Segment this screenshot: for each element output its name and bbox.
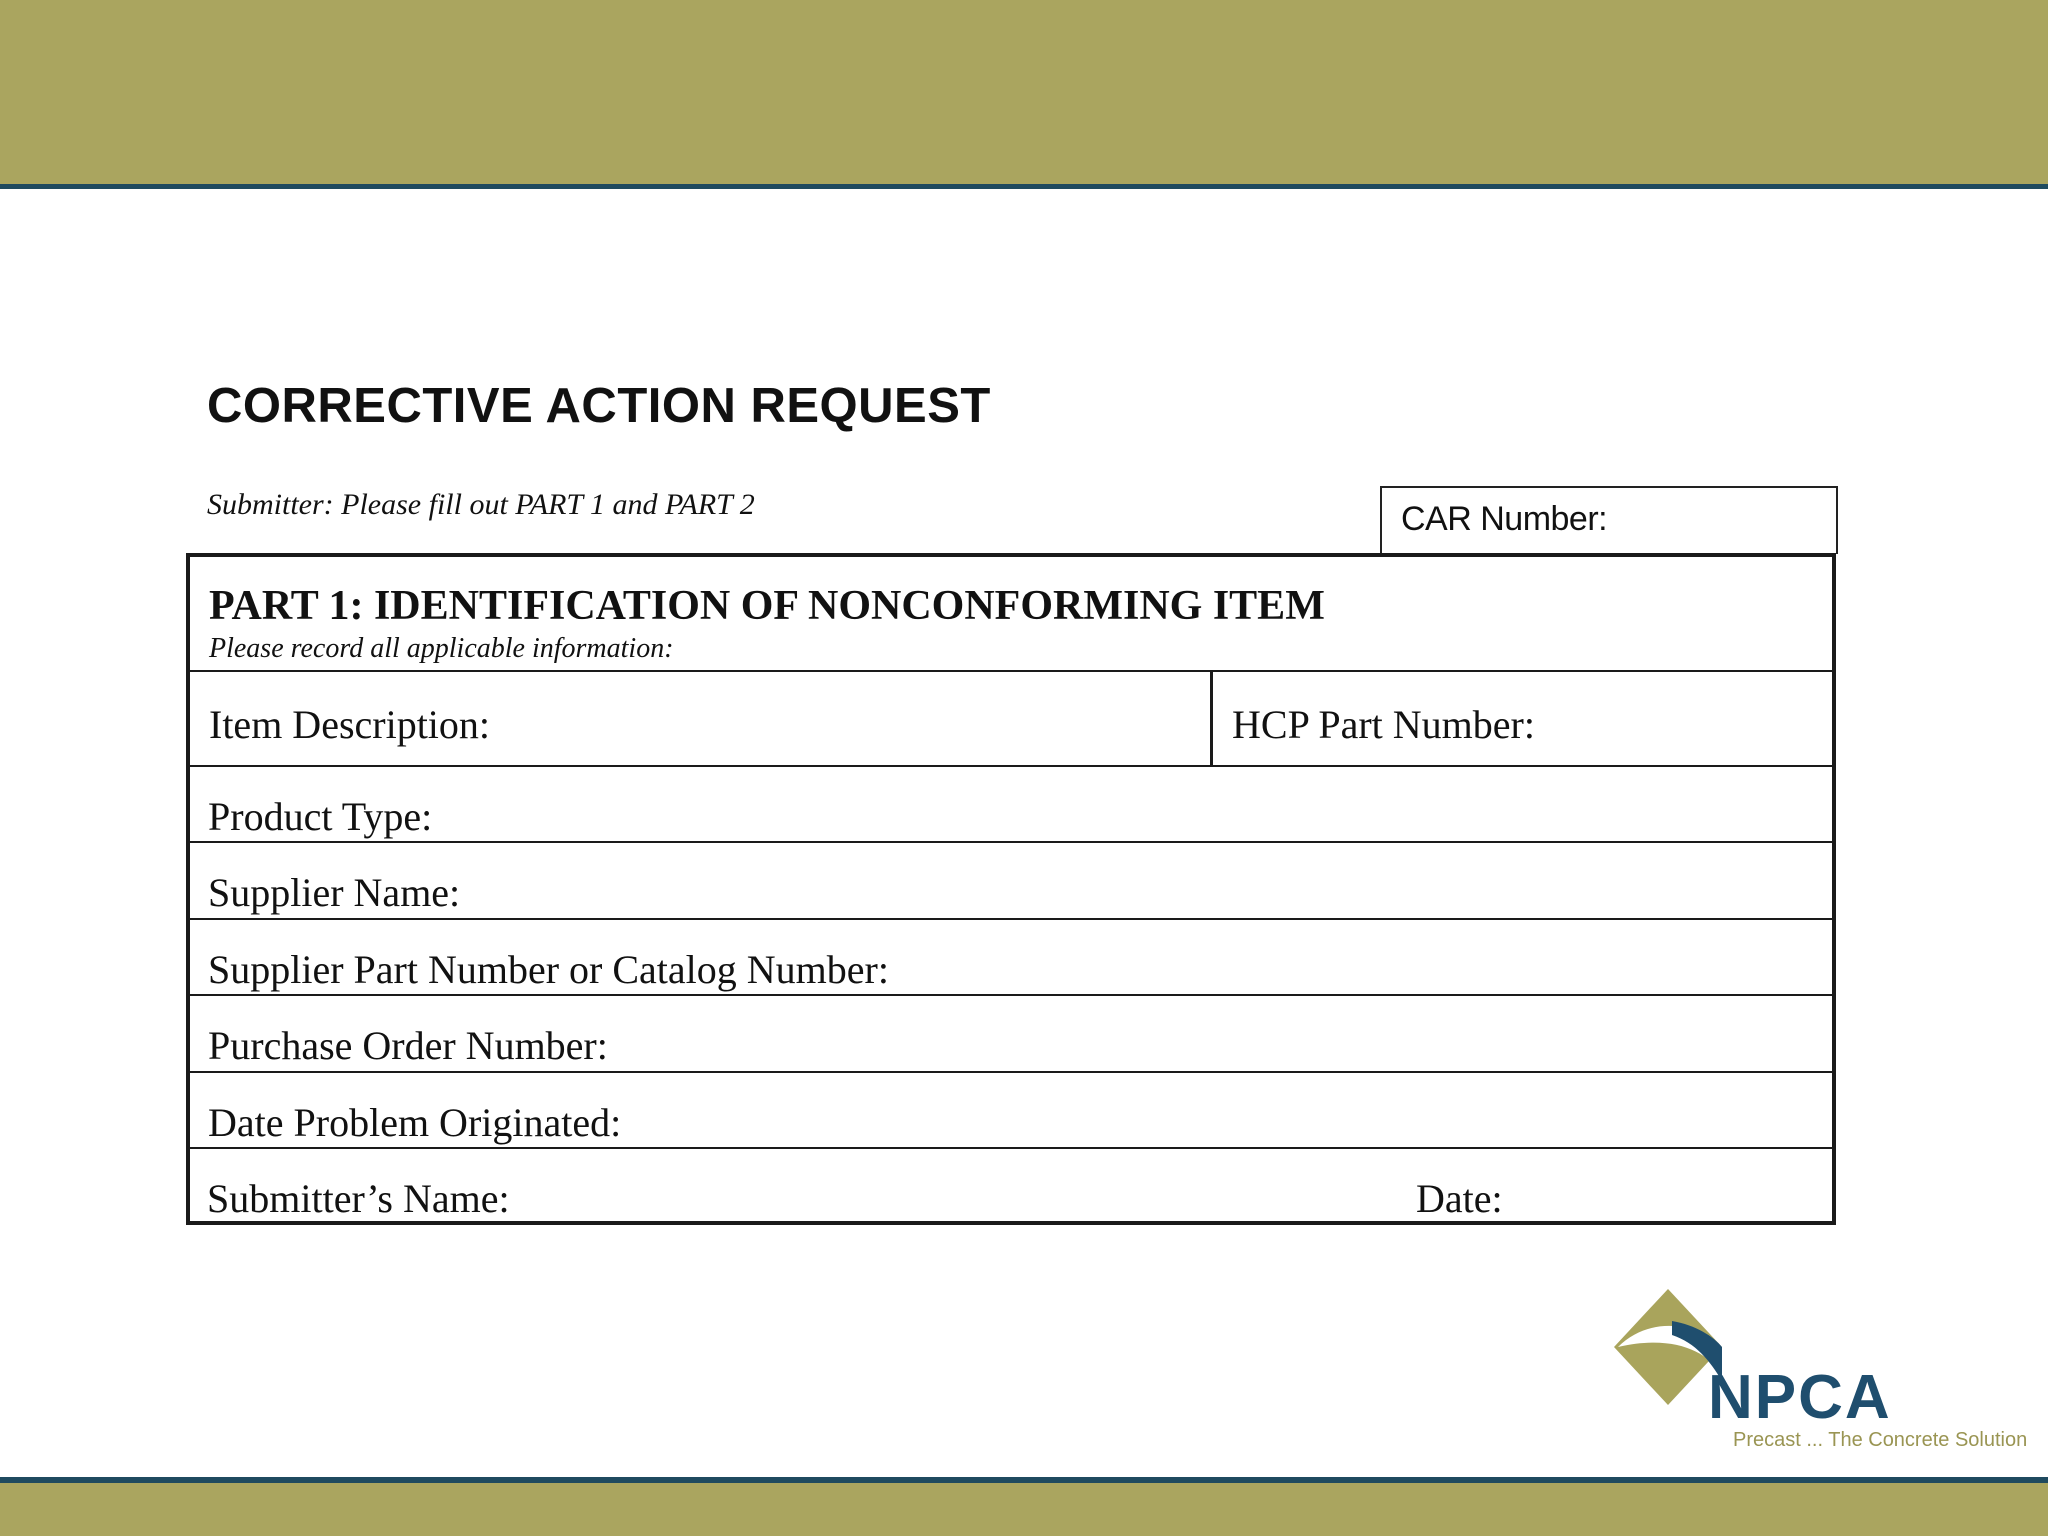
product-type-row [190,767,1832,843]
product-type-field[interactable]: Product Type: [208,794,433,839]
car-number-field[interactable] [1380,486,1838,554]
purchase-order-row [190,996,1832,1073]
submitter-row [190,1149,1832,1221]
date-field[interactable]: Date: [1416,1176,1503,1221]
date-problem-originated-field[interactable]: Date Problem Originated: [208,1100,622,1145]
bottom-footer-band [0,1477,2048,1536]
supplier-part-number-field[interactable]: Supplier Part Number or Catalog Number: [208,947,889,992]
supplier-part-number-row [190,920,1832,996]
part1-heading: PART 1: IDENTIFICATION OF NONCONFORMING ITEM [209,583,1325,629]
supplier-name-row [190,843,1832,920]
submitter-instructions: Submitter: Please fill out PART 1 and PART 2 [207,488,755,521]
submitters-name-field[interactable]: Submitter’s Name: [207,1176,510,1221]
part1-subheading: Please record all applicable information: [209,633,674,664]
purchase-order-number-field[interactable]: Purchase Order Number: [208,1023,608,1068]
part1-form-table [186,553,1836,1225]
supplier-name-field[interactable]: Supplier Name: [208,870,461,915]
item-description-field[interactable]: Item Description: [209,702,491,747]
top-header-band [0,0,2048,189]
car-number-label: CAR Number: [1401,500,1608,538]
form-title: CORRECTIVE ACTION REQUEST [207,379,991,433]
row-divider [1210,672,1213,765]
part1-header-row [190,557,1832,672]
date-problem-row [190,1073,1832,1149]
npca-tagline: Precast ... The Concrete Solution [1733,1429,2028,1451]
item-description-row [190,672,1832,767]
hcp-part-number-field[interactable]: HCP Part Number: [1232,702,1535,747]
npca-wordmark: NPCA [1708,1363,1892,1432]
npca-logo [1610,1285,2030,1460]
